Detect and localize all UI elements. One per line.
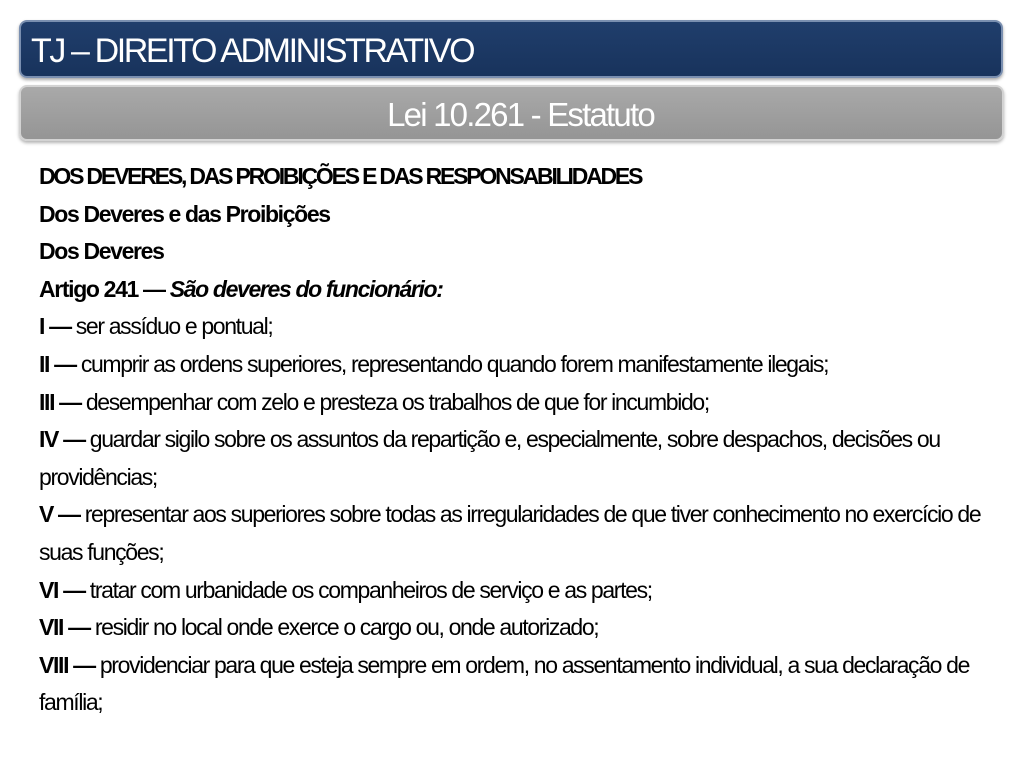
slide-subtitle: Lei 10.261 - Estatuto [387,96,654,133]
subtitle-bar [19,85,1004,141]
item-text: guardar sigilo sobre os assuntos da repartição e, especialmente, sobre despachos, decisões ou providências; [39,426,940,490]
item-numeral: II — [39,350,76,377]
section-title: DOS DEVERES, DAS PROIBIÇÕES E DAS RESPONSABILIDADES [39,163,642,189]
item-numeral: VI — [39,576,85,603]
list-item [39,647,999,722]
list-item [39,346,999,384]
list-item [39,384,999,422]
item-numeral: VIII — [39,651,95,678]
title-bar [19,20,1003,78]
item-text: tratar com urbanidade os companheiros de serviço e as partes; [89,576,652,603]
item-numeral: IV — [39,426,85,453]
item-numeral: III — [39,388,81,415]
item-text: representar aos superiores sobre todas as irregularidades de que tiver conhecimento no exercício de suas funções; [39,501,981,565]
item-numeral: I — [39,313,71,340]
item-text: providenciar para que esteja sempre em ordem, no assentamento individual, a sua declaração de família; [39,651,970,716]
list-item [39,496,999,571]
item-text: cumprir as ordens superiores, representando quando forem manifestamente ilegais; [80,350,829,377]
article-heading [39,271,999,309]
chapter-title: Dos Deveres e das Proibições [39,200,330,227]
subchapter-title: Dos Deveres [39,238,164,265]
item-numeral: V — [39,501,80,528]
slide-title: TJ – DIREITO ADMINISTRATIVO [31,32,474,70]
article-label: Artigo 241 — [39,275,165,302]
item-numeral: VII — [39,614,90,641]
list-item [39,609,999,647]
slide-body [39,158,999,722]
item-text: desempenhar com zelo e presteza os trabalhos de que for incumbido; [85,388,709,415]
list-item [39,308,999,346]
list-item [39,572,999,610]
article-caption: São deveres do funcionário: [169,275,443,302]
item-text: ser assíduo e pontual; [75,313,273,340]
item-text: residir no local onde exerce o cargo ou, onde autorizado; [94,614,599,641]
list-item [39,421,999,496]
